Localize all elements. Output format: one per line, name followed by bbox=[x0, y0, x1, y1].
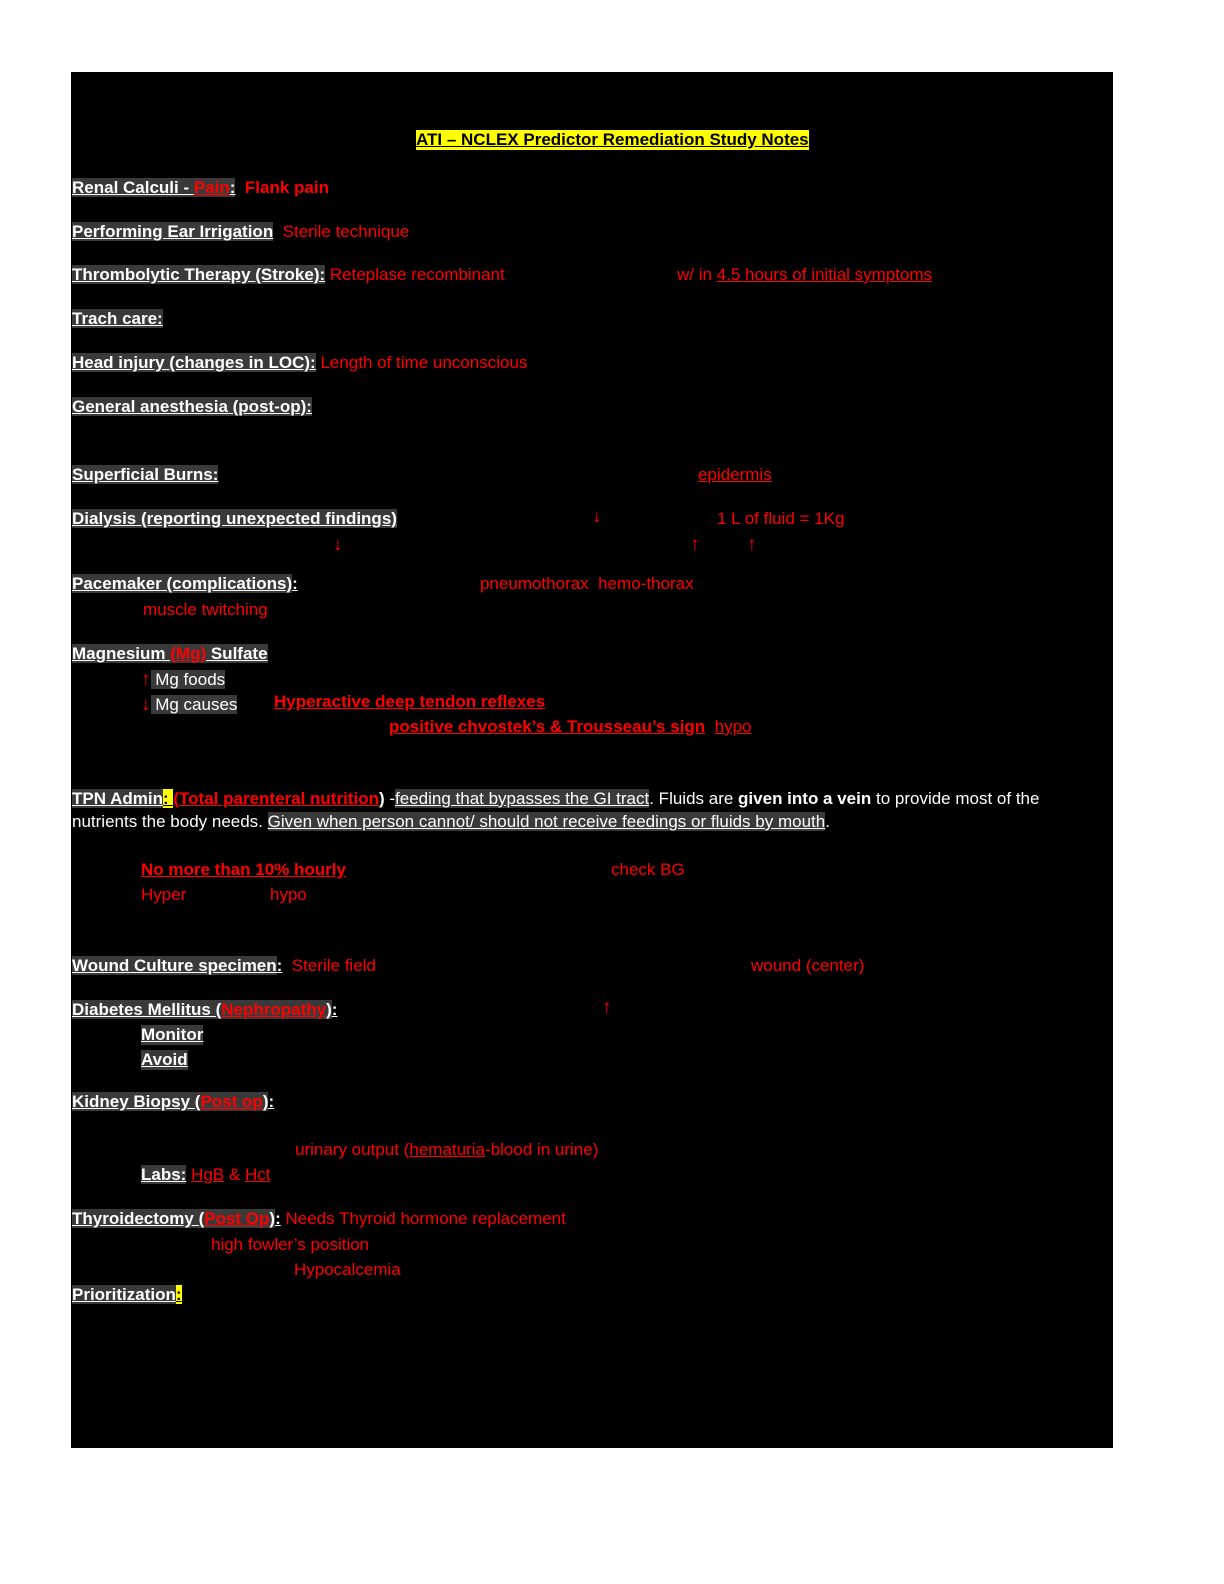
diabetes-arrow-up: ↑ bbox=[602, 997, 612, 1018]
general-anesthesia-heading: General anesthesia (post-op): bbox=[72, 397, 312, 416]
section-dialysis bbox=[72, 509, 397, 529]
section-thyroidectomy bbox=[72, 1209, 566, 1229]
dialysis-arrow-up-2: ↑ bbox=[747, 534, 757, 555]
magnesium-heading-2: Sulfate bbox=[206, 644, 268, 663]
magnesium-down-text: Mg causes bbox=[150, 695, 238, 714]
diabetes-colon: : bbox=[331, 1000, 338, 1019]
trach-care-heading: Trach care: bbox=[72, 309, 163, 328]
thyroidectomy-answer-2: high fowler’s position bbox=[211, 1235, 370, 1254]
section-head-injury bbox=[72, 353, 527, 373]
section-superficial-burns bbox=[72, 465, 218, 485]
magnesium-up-text: Mg foods bbox=[150, 670, 226, 689]
tpn-body-u1: feeding that bypasses the GI tract bbox=[395, 789, 650, 808]
magnesium-heading-1: Magnesium bbox=[72, 644, 171, 663]
prioritization-colon: : bbox=[175, 1285, 182, 1304]
head-injury-heading: Head injury (changes in LOC): bbox=[72, 353, 316, 372]
ear-irrigation-answer: Sterile technique bbox=[282, 222, 410, 241]
kidney-biopsy-answer bbox=[295, 1140, 598, 1160]
magnesium-increase-line bbox=[141, 669, 225, 691]
diabetes-heading-2: ) bbox=[326, 1000, 332, 1019]
pacemaker-answer: pneumothorax hemo-thorax bbox=[480, 574, 694, 593]
section-thrombolytic bbox=[72, 265, 505, 285]
thyroidectomy-answer: Needs Thyroid hormone replacement bbox=[285, 1209, 566, 1228]
tpn-rate-note: No more than 10% hourly bbox=[141, 860, 346, 879]
thyroidectomy-heading-2: ) bbox=[269, 1209, 276, 1228]
document-body bbox=[71, 72, 1113, 1448]
kidney-biopsy-lab-hgb: HgB bbox=[191, 1165, 225, 1184]
kidney-biopsy-answer-1: urinary output ( bbox=[295, 1140, 410, 1159]
tpn-hyper: Hyper bbox=[141, 885, 187, 904]
thyroidectomy-heading-1: Thyroidectomy ( bbox=[72, 1209, 205, 1228]
tpn-paren-open: ( bbox=[173, 789, 180, 808]
kidney-biopsy-heading-2: ) bbox=[262, 1092, 269, 1111]
tpn-hypo: hypo bbox=[270, 885, 307, 904]
section-pacemaker bbox=[72, 574, 298, 594]
tpn-body-2: . Fluids are bbox=[649, 789, 739, 808]
tpn-heading-colon: : bbox=[162, 789, 174, 808]
tpn-check-bg: check BG bbox=[611, 860, 685, 879]
section-prioritization bbox=[72, 1285, 182, 1305]
thyroidectomy-answer-3: Hypocalcemia bbox=[294, 1260, 401, 1279]
pacemaker-heading: Pacemaker (complications) bbox=[72, 574, 293, 593]
pacemaker-answer-2: muscle twitching bbox=[143, 600, 268, 619]
diabetes-monitor: Monitor bbox=[141, 1025, 204, 1044]
kidney-biopsy-labs bbox=[141, 1165, 270, 1185]
kidney-biopsy-colon: : bbox=[268, 1092, 275, 1111]
pacemaker-colon: : bbox=[292, 574, 298, 593]
tpn-paren-close: ) bbox=[378, 789, 385, 808]
superficial-burns-heading: Superficial Burns: bbox=[72, 465, 219, 484]
dialysis-arrow-down-1: ↓ bbox=[592, 506, 602, 527]
kidney-biopsy-lab-amp: & bbox=[224, 1165, 245, 1184]
renal-calculi-heading: Renal Calculi - bbox=[72, 178, 194, 197]
thrombolytic-note bbox=[677, 265, 932, 285]
magnesium-answer-3: hypo bbox=[714, 717, 752, 736]
renal-calculi-answer: Flank pain bbox=[244, 178, 329, 197]
kidney-biopsy-heading-1: Kidney Biopsy ( bbox=[72, 1092, 201, 1111]
thyroidectomy-colon: : bbox=[275, 1209, 281, 1228]
section-tpn bbox=[72, 788, 1087, 834]
thrombolytic-note-time: 4.5 hours of initial symptoms bbox=[716, 265, 933, 284]
section-trach-care bbox=[72, 309, 163, 329]
diabetes-heading-1: Diabetes Mellitus ( bbox=[72, 1000, 222, 1019]
magnesium-answer-1: Hyperactive deep tendon reflexes bbox=[274, 692, 546, 711]
magnesium-heading-mg: (Mg) bbox=[170, 644, 207, 663]
section-general-anesthesia bbox=[72, 397, 312, 417]
thrombolytic-note-prefix: w/ in bbox=[677, 265, 717, 284]
magnesium-answer-2: positive chvostek’s & Trousseau’s sign bbox=[389, 717, 706, 736]
kidney-biopsy-heading-postop: Post op bbox=[200, 1092, 263, 1111]
section-ear-irrigation bbox=[72, 222, 409, 242]
ear-irrigation-heading: Performing Ear Irrigation bbox=[72, 222, 274, 241]
tpn-paren-text: Total parenteral nutrition bbox=[179, 789, 379, 808]
renal-calculi-heading-pain: Pain bbox=[193, 178, 230, 197]
section-kidney-biopsy bbox=[72, 1092, 274, 1112]
document-page bbox=[71, 72, 1113, 1448]
wound-culture-colon: : bbox=[276, 956, 283, 975]
thrombolytic-answer: Reteplase recombinant bbox=[329, 265, 505, 284]
tpn-body-u2: Given when person cannot/ should not receive feedings or fluids by mouth bbox=[267, 811, 826, 831]
diabetes-avoid: Avoid bbox=[141, 1050, 188, 1069]
magnesium-down-arrow: ↓ bbox=[141, 694, 151, 715]
dialysis-arrow-down-2: ↓ bbox=[333, 534, 343, 555]
tpn-body-bold: given into a vein bbox=[738, 789, 872, 808]
superficial-burns-answer: epidermis bbox=[698, 465, 772, 484]
tpn-body-1: - bbox=[384, 789, 396, 808]
dialysis-answer: 1 L of fluid = 1Kg bbox=[717, 509, 845, 528]
prioritization-heading: Prioritization bbox=[72, 1285, 176, 1304]
tpn-heading: TPN Admin bbox=[72, 789, 163, 808]
wound-culture-answer-2: wound (center) bbox=[751, 956, 865, 975]
kidney-biopsy-labs-label: Labs: bbox=[141, 1165, 187, 1184]
dialysis-arrow-up-1: ↑ bbox=[690, 534, 700, 555]
magnesium-decrease-line bbox=[141, 694, 237, 716]
section-magnesium bbox=[72, 644, 268, 664]
document-title: ATI – NCLEX Predictor Remediation Study Notes bbox=[416, 130, 809, 149]
head-injury-answer: Length of time unconscious bbox=[320, 353, 528, 372]
dialysis-heading: Dialysis (reporting unexpected findings) bbox=[72, 509, 397, 528]
magnesium-answer-line-2 bbox=[389, 717, 752, 737]
tpn-body-4: . bbox=[825, 811, 830, 831]
thrombolytic-heading: Thrombolytic Therapy (Stroke): bbox=[72, 265, 326, 284]
wound-culture-heading: Wound Culture specimen bbox=[72, 956, 277, 975]
tpn-body-3: to provide most of the nutrients the body needs. bbox=[72, 789, 1040, 831]
kidney-biopsy-answer-hematuria: hematuria bbox=[409, 1140, 485, 1159]
thyroidectomy-heading-postop: Post Op bbox=[204, 1209, 270, 1228]
kidney-biopsy-lab-hct: Hct bbox=[244, 1165, 271, 1184]
section-diabetes bbox=[72, 1000, 337, 1020]
kidney-biopsy-answer-2: -blood in urine) bbox=[484, 1140, 599, 1159]
wound-culture-answer: Sterile field bbox=[291, 956, 376, 975]
section-wound-culture bbox=[72, 956, 376, 976]
section-renal-calculi bbox=[72, 178, 329, 198]
magnesium-up-arrow: ↑ bbox=[141, 669, 151, 690]
diabetes-heading-nephropathy: Nephropathy bbox=[221, 1000, 327, 1019]
renal-calculi-colon: : bbox=[229, 178, 236, 197]
